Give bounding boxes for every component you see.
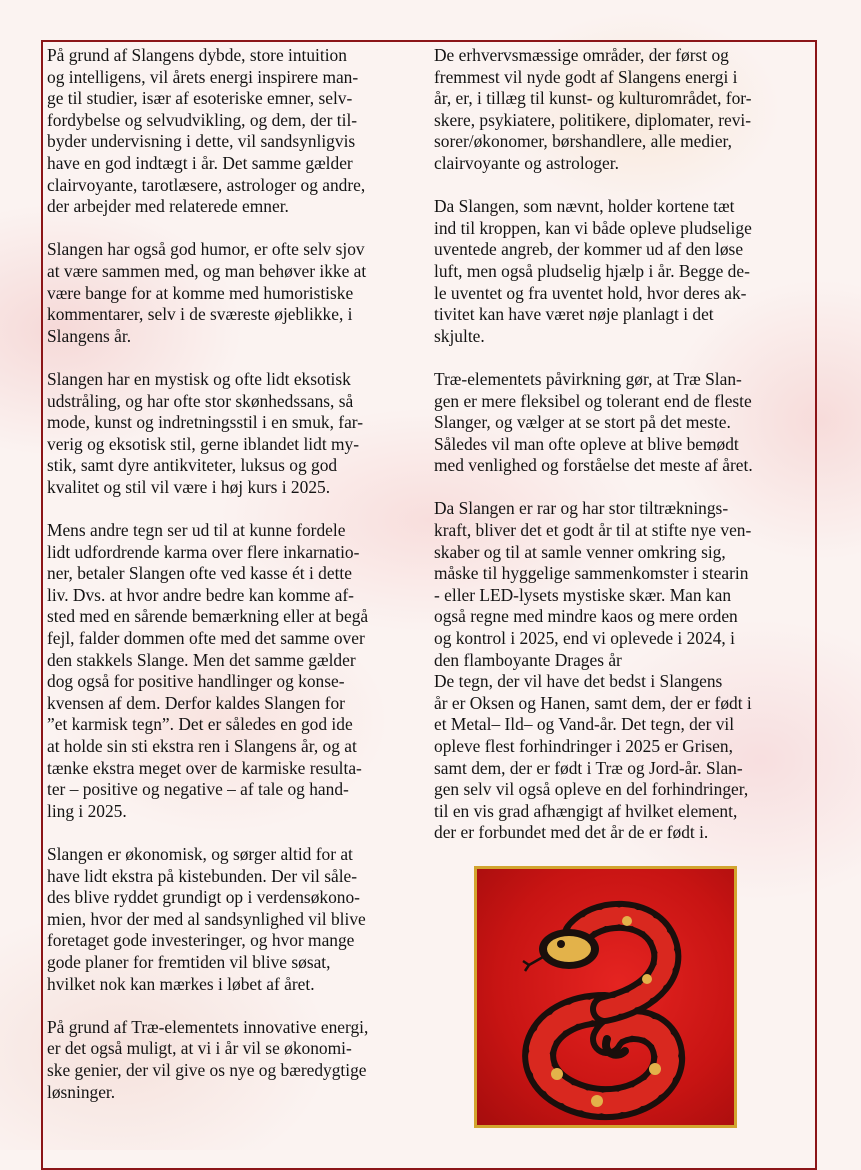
paragraph: Slangen har også god humor, er ofte selv sjov at være sammen med, og man behøver ikke at være bange for at komme med humoristiske kommentarer, selv i de sværeste øjeblikke, i Slangens år. xyxy=(47,239,367,346)
paragraph: De erhvervsmæssige områder, der først og fremmest vil nyde godt af Slangens energi i år, er, i tillæg til kunst- og kulturområdet, for- skere, psykiatere, politikere, diplomater, revi- sorer/økonomer, børshandlere, alle medier, clairvoyante og astrologer. xyxy=(434,45,752,173)
paragraph: Træ-elementets påvirkning gør, at Træ Slan- gen er mere fleksibel og tolerant end de fleste Slanger, og vælger at se stort på det meste. Således vil man ofte opleve at blive bemødt med venlighed og forståelse det meste af året. xyxy=(434,368,753,476)
paragraph: Da Slangen, som nævnt, holder kortene tæt ind til kroppen, kan vi både opleve pludselige uventede angreb, der kommer ud af den løse luft, men også pludselig hjælp i år. Begge de- le uventet og fra uventet hold, hvor deres ak- tivitet kan have været nøje planlagt i det skjulte. xyxy=(434,196,752,346)
right-column xyxy=(434,45,814,866)
paragraph: På grund af Slangens dybde, store intuition og intelligens, vil årets energi inspirere man- ge til studier, især af esoteriske emner, selv- fordybelse og selvudvikling, og dem, der til- byder undervisning i dette, vil sandsynligvis have en god indtægt i år. Det samme gælder clairvoyante, tarotlæsere, astrologer og andre, der arbejder med relaterede emner. xyxy=(47,45,366,217)
left-column xyxy=(47,45,432,1125)
snake-icon xyxy=(477,869,734,1125)
snake-illustration xyxy=(474,866,737,1128)
paragraph: Slangen er økonomisk, og sørger altid for at have lidt ekstra på kistebunden. Der vil såle- des blive ryddet grundigt op i verdensøkono- mien, hvor der med al sandsynlighed vil blive foretaget gode investeringer, og hvor mange gode planer for fremtiden vil blive søsat, hvilket nok kan mærkes i løbet af året. xyxy=(47,843,366,994)
paragraph: På grund af Træ-elementets innovative energi, er det også muligt, at vi i år vil se økonomi- ske genier, der vil give os nye og bæredygtige løsninger. xyxy=(47,1016,369,1102)
paragraph: Da Slangen er rar og har stor tiltræknings- kraft, bliver det et godt år til at stifte nye ven- skaber og til at samle venner omkring sig, måske til hyggelige sammenkomster i stearin - eller LED-lysets mystiske skær. Man kan også regne med mindre kaos og mere orden og kontrol i 2025, end vi oplevede i 2024, i den flamboyante Drages år De tegn, der vil have det bedst i Slangens år er Oksen og Hanen, samt dem, der er født i et Metal– Ild– og Vand-år. Det tegn, der vil opleve flest forhindringer i 2025 er Grisen, samt dem, der er født i Træ og Jord-år. Slan- gen selv vil også opleve en del forhindringer, til en vis grad afhængigt af hvilket element, der er forbundet med det år de er født i. xyxy=(434,498,752,843)
paragraph: Slangen har en mystisk og ofte lidt eksotisk udstråling, og har ofte stor skønhedssans, så mode, kunst og indretningsstil i en smuk, far- verig og eksotisk stil, gerne iblandet lidt my- stik, samt dyre antikviteter, luksus og god kvalitet og stil vil være i høj kurs i 2025. xyxy=(47,368,364,497)
paragraph: Mens andre tegn ser ud til at kunne fordele lidt udfordrende karma over flere inkarnatio- ner, betaler Slangen ofte ved kasse ét i dette liv. Dvs. at hvor andre bedre kan komme af- sted med en sårende bemærkning eller at begå fejl, falder dommen ofte med det samme over den stakkels Slange. Men det samme gælder dog også for positive handlinger og konse- kvensen af dem. Derfor kaldes Slangen for ”et karmisk tegn”. Det er således en god ide at holde sin sti ekstra ren i Slangens år, og at tænke ekstra meget over de karmiske resulta- ter – positive og negative – af tale og hand- ling i 2025. xyxy=(47,520,369,821)
